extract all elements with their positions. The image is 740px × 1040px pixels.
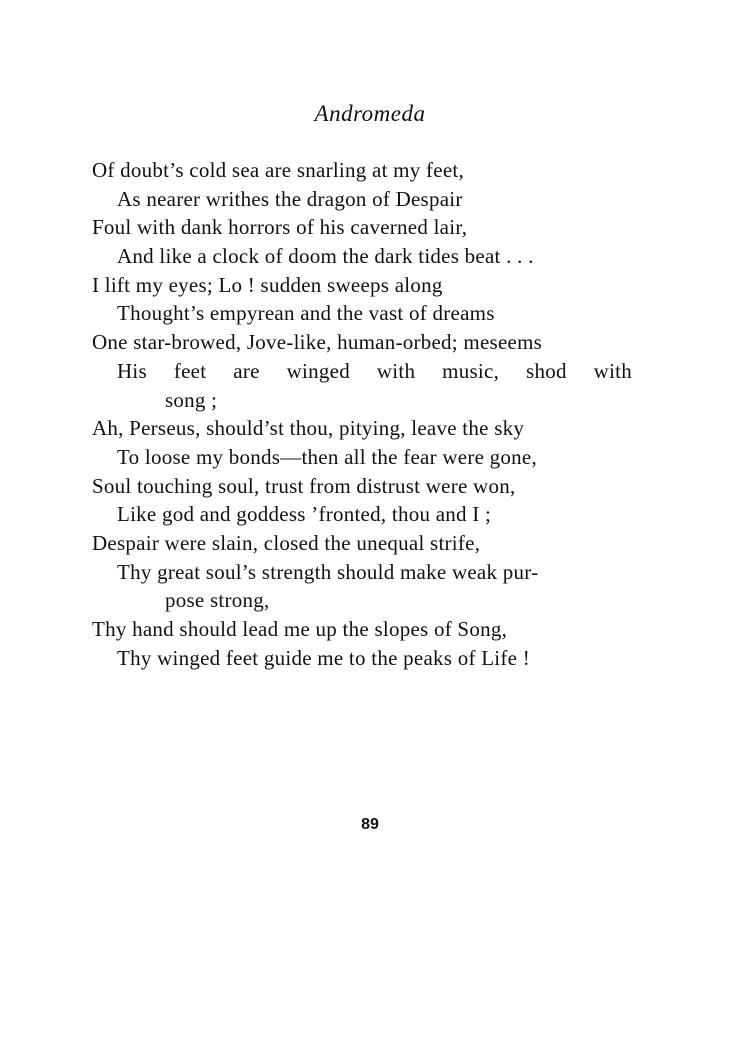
- poem-line: pose strong,: [165, 588, 270, 613]
- poem-line: Soul touching soul, trust from distrust were won,: [92, 473, 516, 498]
- poem-line: Thy hand should lead me up the slopes of Song,: [92, 617, 508, 641]
- poem-line: His feet are winged with music, shod with: [117, 358, 632, 383]
- poem-line: Like god and goddess ’fronted, thou and I ;: [117, 502, 492, 527]
- poem-line: Foul with dank horrors of his caverned lair,: [92, 215, 468, 240]
- poem-line: Of doubt’s cold sea are snarling at my feet,: [92, 158, 464, 182]
- poem-line: Thy winged feet guide me to the peaks of Life !: [117, 645, 530, 670]
- page-number: 89: [361, 816, 379, 833]
- poem-line: Thought’s empyrean and the vast of dreams: [117, 301, 495, 326]
- poem-line: Ah, Perseus, should’st thou, pitying, leave the sky: [92, 416, 525, 441]
- poem-text: [92, 156, 632, 672]
- poem-line: To loose my bonds—then all the fear were gone,: [117, 444, 537, 469]
- poem-line: I lift my eyes; Lo ! sudden sweeps along: [92, 272, 443, 297]
- poem-line: As nearer writhes the dragon of Despair: [117, 186, 463, 211]
- poem-line: One star-browed, Jove-like, human-orbed; meseems: [92, 330, 543, 355]
- poem-line: And like a clock of doom the dark tides beat . . .: [117, 244, 534, 269]
- poem-line: song ;: [165, 387, 218, 412]
- poem-line: Thy great soul’s strength should make weak pur-: [117, 559, 539, 584]
- page-title: Andromeda: [314, 101, 426, 126]
- poem-line: Despair were slain, closed the unequal strife,: [92, 530, 481, 555]
